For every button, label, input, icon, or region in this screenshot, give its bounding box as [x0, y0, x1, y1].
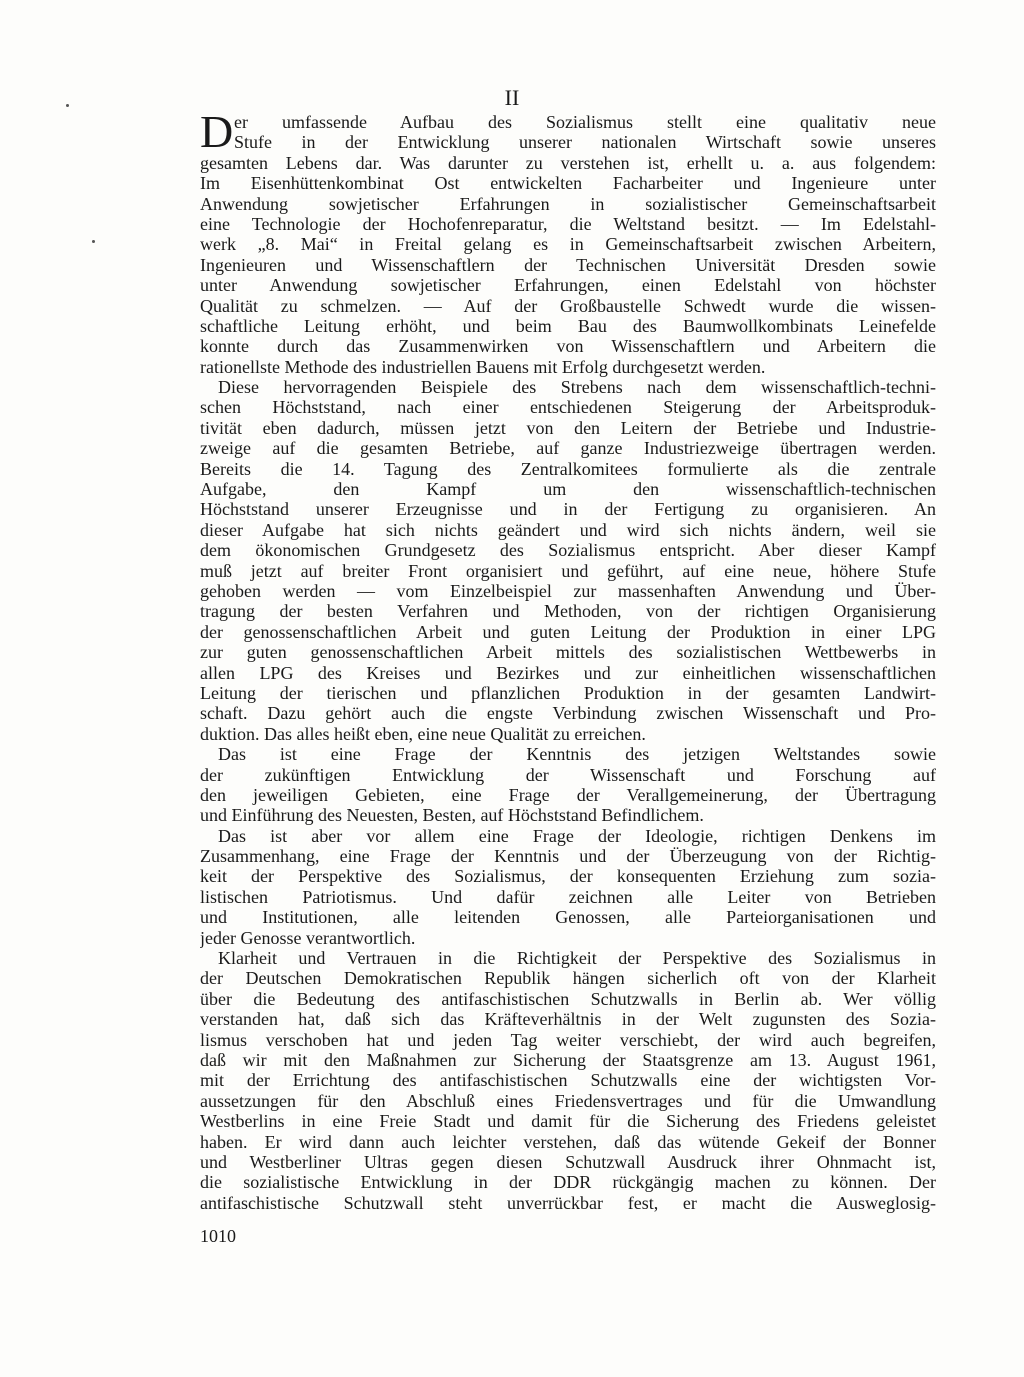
text-line: Westberlins in eine Freie Stadt und damit für die Sicherung des Friedens geleistet [200, 1111, 936, 1132]
text-line: mit der Errichtung des antifaschistischen Schutzwalls eine der wichtigsten Vor- [200, 1070, 936, 1091]
text-line: werk „8. Mai“ in Freital gelang es in Gemeinschaftsarbeit zwischen Arbeitern, [200, 234, 936, 255]
text-line: unter Anwendung sowjetischer Erfahrungen, einen Edelstahl von höchster [200, 275, 936, 296]
text-line: und Institutionen, alle leitenden Genossen, alle Parteiorganisationen und [200, 907, 936, 928]
text-line: tivität eben dadurch, müssen jetzt von den Leitern der Betriebe und Industrie- [200, 417, 936, 438]
text-line: schaftliche Leitung erhöht, und beim Bau des Baumwollkombinats Leinefelde [200, 315, 936, 336]
page-number: 1010 [200, 1226, 236, 1246]
text-line: Leitung der tierischen und pflanzlichen Produktion in der gesamten Landwirt- [200, 682, 936, 703]
text-line: zur guten genossenschaftlichen Arbeit mittels des sozialistischen Wettbewerbs in [200, 642, 936, 663]
text-line: listischen Patriotismus. Und dafür zeichnen alle Leiter von Betrieben [200, 886, 936, 907]
text-line: und Westberliner Ultras gegen diesen Schutzwall Ausdruck ihrer Ohnmacht ist, [200, 1151, 936, 1172]
text-line: der zukünftigen Entwicklung der Wissenschaft und Forschung auf [200, 764, 936, 785]
text-line: antifaschistische Schutzwall steht unverrückbar fest, er macht die Ausweglosig- [200, 1192, 936, 1213]
text-line: gehoben werden — vom Einzelbeispiel zur massenhaften Anwendung und Über- [200, 580, 936, 601]
text-line: allen LPG des Kreises und Bezirkes und zur einheitlichen wissenschaftlichen [200, 662, 936, 683]
text-line: Ingenieuren und Wissenschaftlern der Technischen Universität Dresden sowie [200, 254, 936, 275]
paragraph [200, 106, 936, 377]
text-line: haben. Er wird dann auch leichter verstehen, daß das wütende Gekeif der Bonner [200, 1131, 936, 1152]
text-line: Zusammenhang, eine Frage der Kenntnis und der Überzeugung von der Richtig- [200, 846, 936, 867]
body-text [200, 106, 936, 1213]
text-line: rationellste Methode des industriellen Bauens mit Erfolg durchgesetzt werden. [200, 356, 766, 377]
text-line: tragung der besten Verfahren und Methoden, von der richtigen Organisierung [200, 601, 936, 622]
text-line: Klarheit und Vertrauen in die Richtigkeit der Perspektive des Sozialismus in [218, 948, 936, 969]
drop-cap: D [200, 106, 234, 157]
text-line: Das ist eine Frage der Kenntnis des jetzigen Weltstandes sowie [218, 744, 936, 765]
text-line: schaft. Dazu gehört auch die engste Verbindung zwischen Wissenschaft und Pro- [200, 703, 936, 724]
text-line: eine Technologie der Hochofenreparatur, die Weltstand besitzt. — Im Edelstahl- [200, 213, 936, 234]
text-line: schen Höchststand, nach einer entschiedenen Steigerung der Arbeitsproduk- [200, 397, 936, 418]
text-line: Anwendung sowjetischer Erfahrungen in sozialistischer Gemeinschaftsarbeit [200, 193, 936, 214]
text-line: aussetzungen für den Abschluß eines Friedensvertrages und für die Umwandlung [200, 1090, 936, 1111]
text-line: Im Eisenhüttenkombinat Ost entwickelten Facharbeiter und Ingenieure unter [200, 173, 936, 194]
section-number: II [504, 85, 520, 110]
text-line: Höchststand unserer Erzeugnisse und in der Fertigung zu organisieren. An [200, 499, 936, 520]
text-line: der genossenschaftlichen Arbeit und guten Leitung der Produktion in einer LPG [200, 621, 936, 642]
text-line: Stufe in der Entwicklung unserer nationalen Wirtschaft sowie unseres [234, 132, 936, 153]
text-line: verstanden hat, daß sich das Kräfteverhältnis in der Welt zugunsten des Sozia- [200, 1009, 936, 1030]
text-line: muß jetzt auf breiter Front organisiert und geführt, auf eine neue, höhere Stufe [200, 560, 936, 581]
text-line: Bereits die 14. Tagung des Zentralkomitees formulierte als die zentrale [200, 458, 936, 479]
text-line: über die Bedeutung des antifaschistischen Schutzwalls in Berlin ab. Wer völlig [200, 988, 936, 1009]
text-line: daß wir mit den Maßnahmen zur Sicherung der Staatsgrenze am 13. August 1961, [200, 1049, 936, 1070]
text-line: gesamten Lebens dar. Was darunter zu verstehen ist, erhellt u. a. aus folgendem: [200, 152, 936, 173]
text-line: Das ist aber vor allem eine Frage der Ideologie, richtigen Denkens im [218, 825, 936, 846]
text-line: und Einführung des Neuesten, Besten, auf Höchststand Befindlichem. [200, 805, 704, 826]
text-line: Qualität zu schmelzen. — Auf der Großbaustelle Schwedt wurde die wissen- [200, 295, 936, 316]
text-line: Aufgabe, den Kampf um den wissenschaftlich-technischen [200, 479, 936, 500]
paragraph [200, 948, 936, 1213]
text-line: der Deutschen Demokratischen Republik hängen sicherlich oft von der Klarheit [200, 968, 936, 989]
scan-speck [92, 240, 95, 243]
paragraph [200, 744, 936, 826]
text-line: jeder Genosse verantwortlich. [200, 927, 416, 948]
text-line: er umfassende Aufbau des Sozialismus stellt eine qualitativ neue [234, 112, 936, 132]
text-line: Diese hervorragenden Beispiele des Strebens nach dem wissenschaftlich-techni- [218, 377, 936, 398]
text-line: lismus verschoben hat und jeden Tag weiter verschiebt, der wird auch begreifen, [200, 1029, 936, 1050]
paragraph [200, 826, 936, 948]
text-line: dem ökonomischen Grundgesetz des Sozialismus entspricht. Aber dieser Kampf [200, 540, 936, 561]
text-line: duktion. Das alles heißt eben, eine neue Qualität zu erreichen. [200, 723, 646, 744]
text-line: konnte durch das Zusammenwirken von Wissenschaftlern und Arbeitern die [200, 336, 936, 357]
paragraph [200, 377, 936, 744]
text-line: keit der Perspektive des Sozialismus, der konsequenten Erziehung zum sozia- [200, 866, 936, 887]
text-line: dieser Aufgabe hat sich nichts geändert und wird sich nichts ändern, weil sie [200, 519, 936, 540]
text-line: zweige auf die gesamten Betriebe, auf ganze Industriezweige übertragen werden. [200, 438, 936, 459]
text-line: den jeweiligen Gebieten, eine Frage der Verallgemeinerung, der Übertragung [200, 784, 936, 805]
text-line: die sozialistische Entwicklung in der DDR rückgängig machen zu können. Der [200, 1172, 936, 1193]
